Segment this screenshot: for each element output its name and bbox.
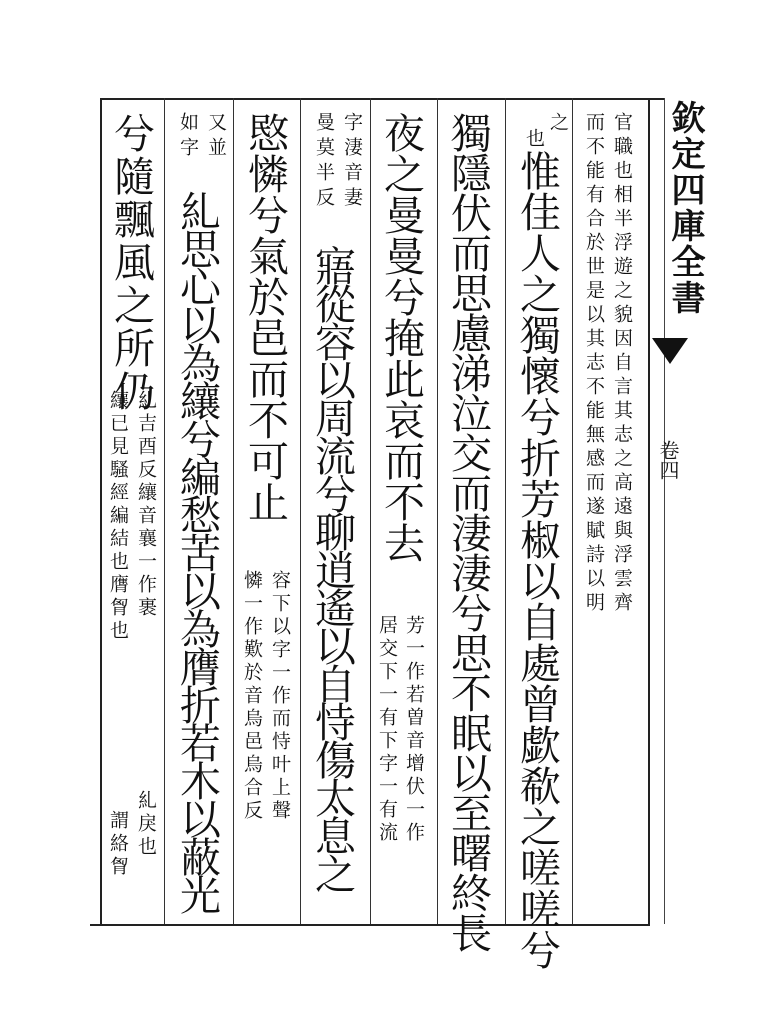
frame-right-border — [648, 98, 650, 924]
commentary-left-line: 曼莫半反 — [313, 112, 335, 212]
main-text-column: 獨隱伏而思慮涕泣交而淒淒兮思不眠以至曙終長 — [444, 112, 492, 952]
book-title: 欽定四庫全書 — [665, 100, 705, 316]
frame-top-border — [100, 98, 665, 100]
commentary-right-line: 之 — [547, 112, 569, 136]
frame-left-border — [100, 98, 102, 924]
column-divider — [505, 98, 506, 924]
column-divider — [437, 98, 438, 924]
commentary-left-line: 也 — [523, 128, 545, 152]
commentary-right-line: 糺吉酉反纕音襄一作裹 — [135, 390, 157, 620]
main-text-column: 愍憐兮氣於邑而不可止 — [241, 112, 289, 522]
main-text-column: 兮隨飄風之所仍 — [107, 112, 155, 413]
commentary-right-line: 官職也相半浮遊之貌因自言其志之高遠與浮雲齊 — [611, 112, 633, 616]
commentary-left-line: 謂絡胷 — [107, 810, 129, 879]
commentary-left-line: 居交下一有下字一有流 — [376, 615, 398, 845]
main-text-column: 夜之曼曼兮掩此哀而不去 — [377, 112, 425, 563]
main-text-column: 惟佳人之獨懷兮折芳椒以自處曾歔欷之嗟嗟兮 — [513, 150, 561, 970]
commentary-right-line: 又並 — [205, 112, 227, 162]
column-divider — [233, 98, 234, 924]
commentary-right-line: 芳一作若曽音增伏一作 — [403, 615, 425, 845]
commentary-right-line: 容下以字一作而恃叶上聲 — [269, 570, 291, 823]
column-divider — [572, 98, 573, 924]
column-divider — [300, 98, 301, 924]
commentary-left-line: 如字 — [177, 112, 199, 162]
frame-bottom-border — [90, 924, 650, 926]
commentary-left-line: 纕已見騷經編結也膺胷也 — [107, 390, 129, 643]
commentary-left-line: 憐一作歎於音烏邑烏合反 — [241, 570, 263, 823]
volume-label: 卷四 — [656, 440, 680, 480]
commentary-right-line: 糺戾也 — [135, 790, 157, 859]
fishtail-mark-icon — [652, 338, 688, 364]
commentary-right-line: 字淒音妻 — [341, 112, 363, 212]
commentary-left-line: 而不能有合於世是以其志不能無感而遂賦詩以明 — [583, 112, 605, 616]
column-divider — [370, 98, 371, 924]
column-divider — [164, 98, 165, 924]
main-text-column: 寤從容以周流兮聊逍遙以自恃傷太息之 — [308, 245, 356, 891]
main-text-column: 糺思心以為纕兮編愁苦以為膺折若木以蔽光 — [173, 190, 221, 912]
